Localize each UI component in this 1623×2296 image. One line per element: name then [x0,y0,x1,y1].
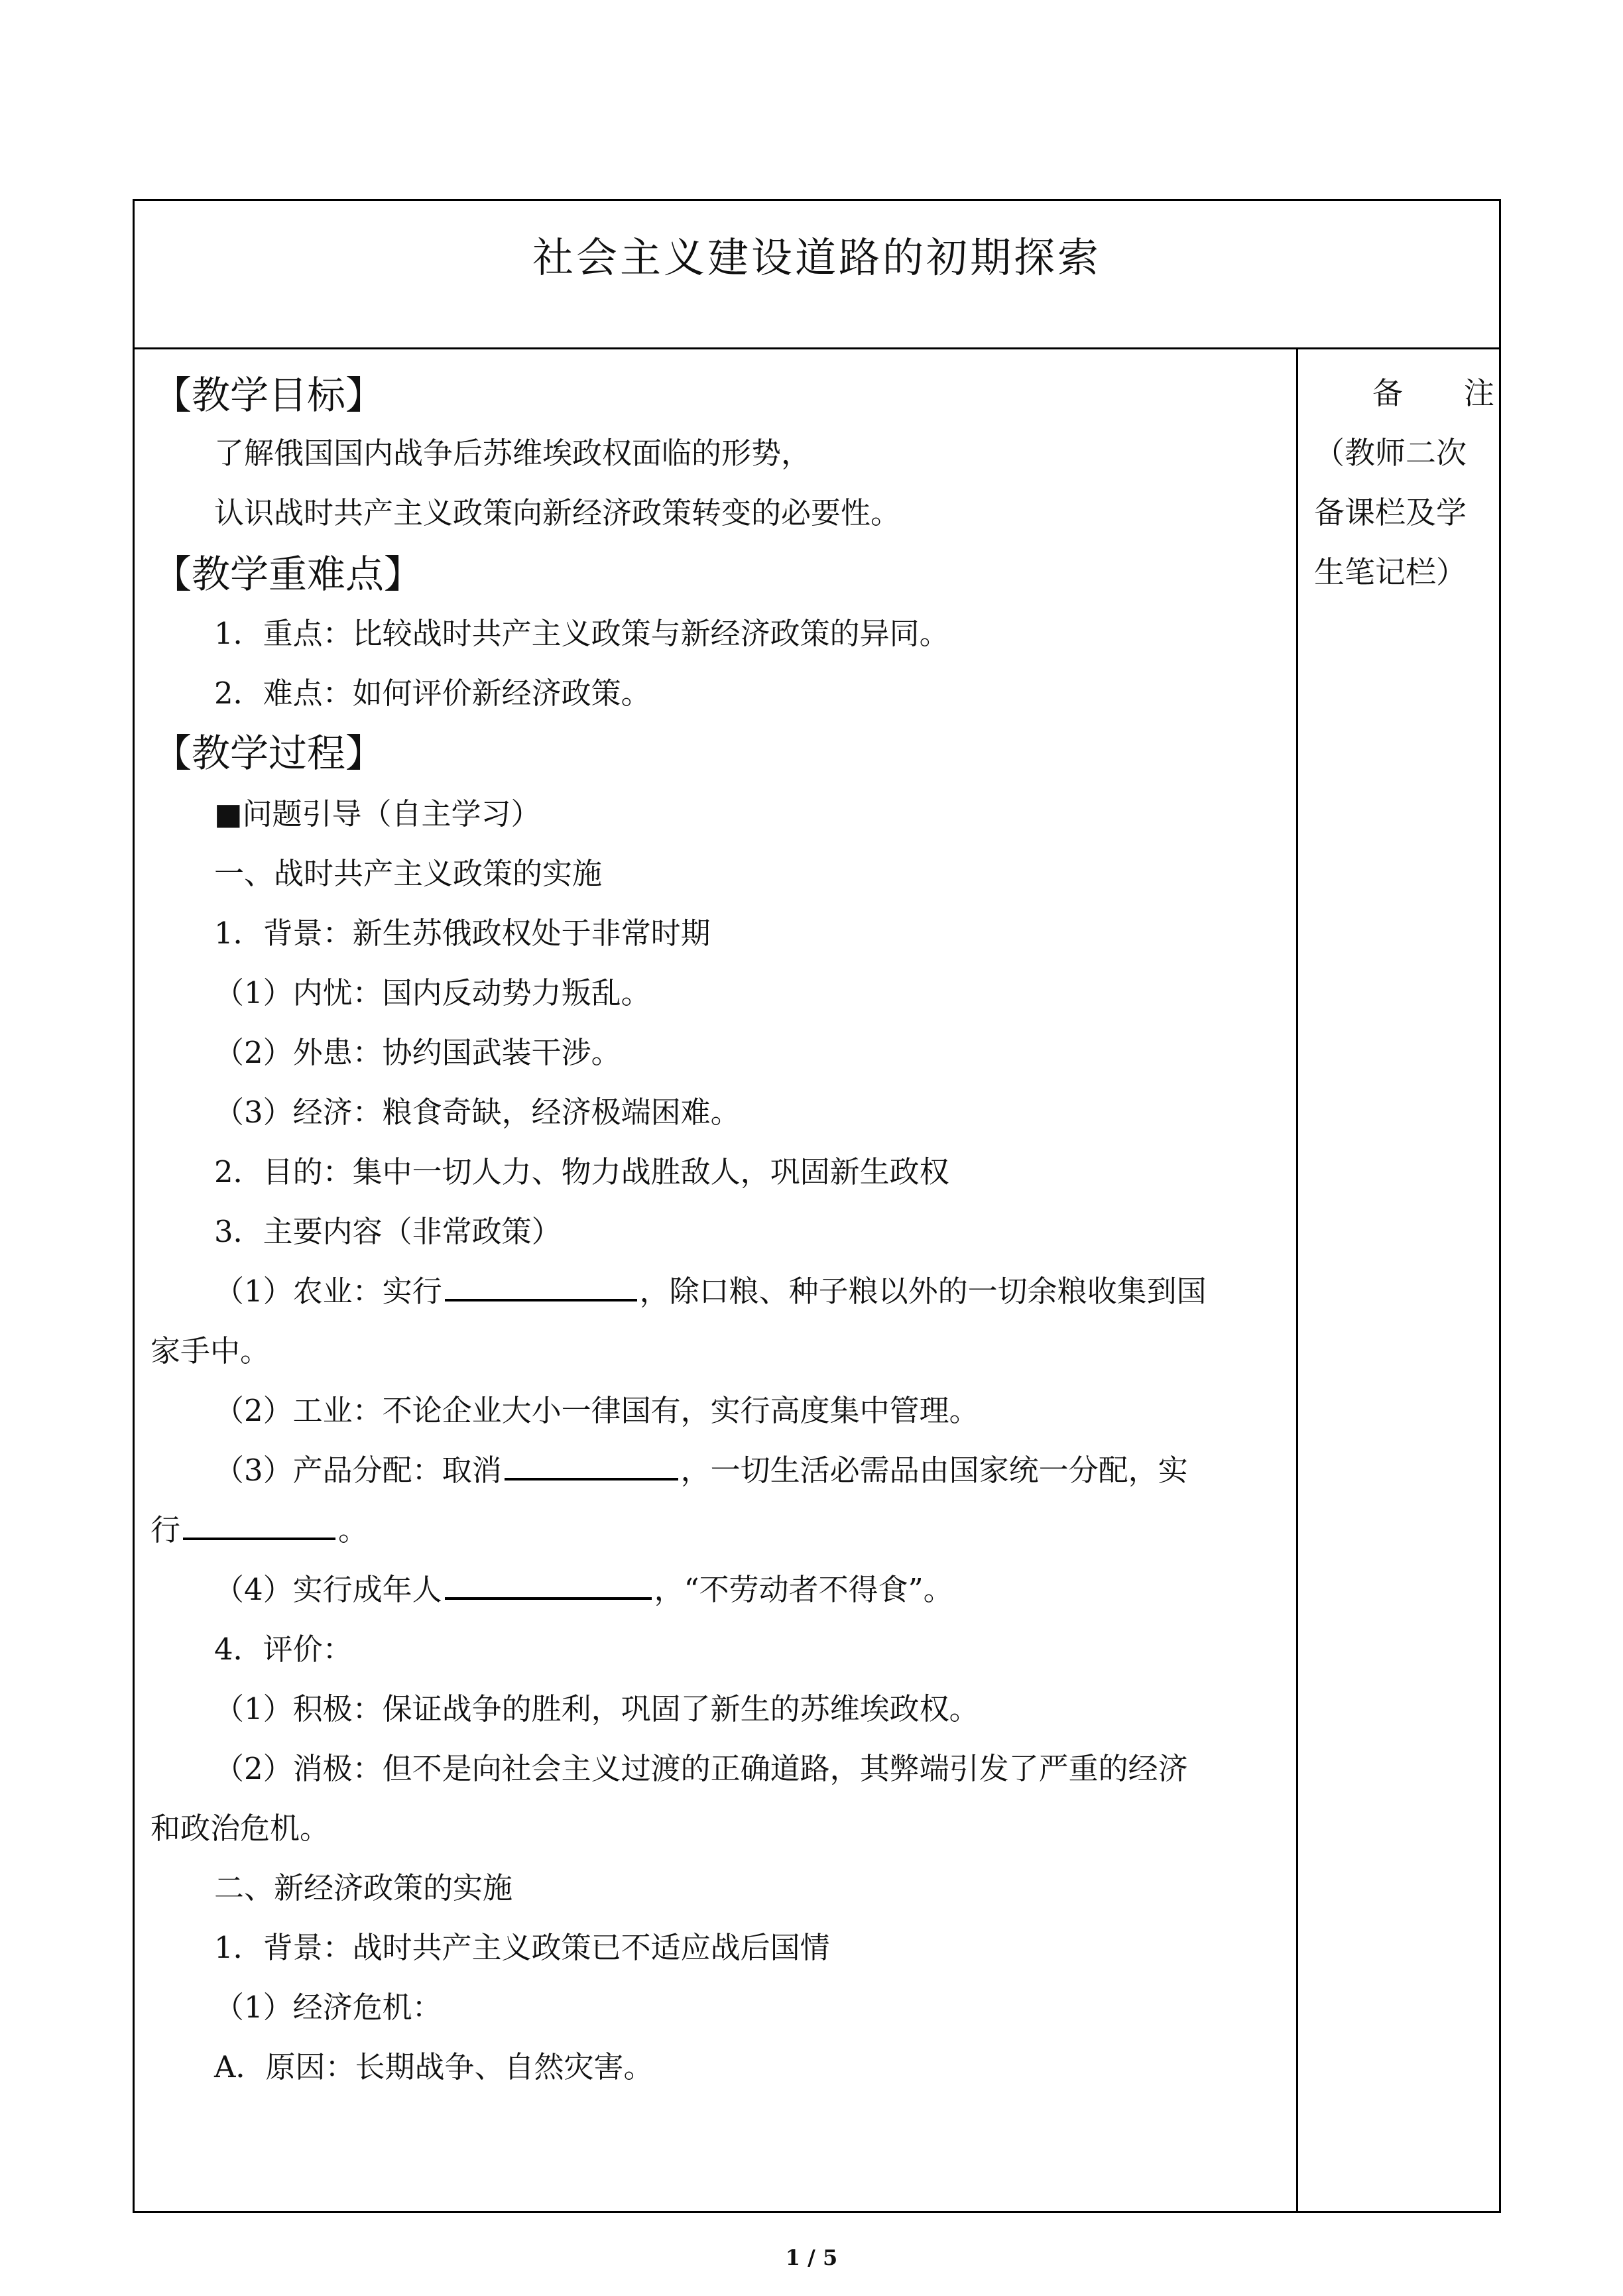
goal-line: 了解俄国国内战争后苏维埃政权面临的形势， [214,436,812,471]
goal-line: 认识战时共产主义政策向新经济政策转变的必要性。 [214,495,901,530]
notes-line-1: （教师二次 [1314,435,1467,471]
text-fragment: 。 [338,1512,369,1547]
answer-blank[interactable] [505,1449,678,1480]
text-fragment: ，除口粮、种子粮以外的一切余粮收集到国 [639,1274,1207,1309]
lesson-table [133,199,1501,2213]
text-line: （3）经济：粮食奇缺，经济极端困难。 [214,1095,741,1130]
part1-heading: 一、战时共产主义政策的实施 [214,856,603,891]
key-heading: 【教学重难点】 [153,552,423,597]
text-line: （2）外患：协约国武装干涉。 [214,1035,621,1070]
goals-heading: 【教学目标】 [153,373,385,418]
answer-blank[interactable] [445,1270,637,1301]
key-line: 2．难点：如何评价新经济政策。 [214,676,651,711]
text-fragment: （1）农业：实行 [214,1274,442,1309]
text-line: （2）消极：但不是向社会主义过渡的正确道路，其弊端引发了严重的经济 [214,1751,1188,1786]
answer-blank[interactable] [445,1568,652,1600]
fill-blank-line [150,1506,368,1549]
text-line: 1．背景：战时共产主义政策已不适应战后国情 [214,1930,830,1965]
text-line: 家手中。 [150,1333,270,1368]
page-number: 1 / 5 [785,2245,838,2270]
fill-blank-line [214,1565,953,1608]
text-line: 2．目的：集中一切人力、物力战胜敌人，巩固新生政权 [214,1154,949,1189]
guide-line: ■问题引导（自主学习） [214,796,541,831]
text-line: （1）积极：保证战争的胜利，巩固了新生的苏维埃政权。 [214,1691,979,1726]
text-line: 3．主要内容（非常政策） [214,1214,562,1249]
title-row [135,201,1499,349]
text-line: （1）经济危机： [214,1990,442,2025]
fill-blank-line [214,1446,1188,1489]
notes-line-3: 生笔记栏） [1314,554,1467,590]
text-fragment: ，一切生活必需品由国家统一分配，实 [680,1453,1188,1488]
process-heading: 【教学过程】 [153,731,385,776]
notes-line-2: 备课栏及学 [1314,495,1467,530]
text-line: 和政治危机。 [150,1811,330,1846]
text-fragment: ，“不劳动者不得食”。 [654,1572,953,1607]
part2-heading: 二、新经济政策的实施 [214,1870,513,1905]
text-fragment: （4）实行成年人 [214,1572,442,1607]
text-line: （2）工业：不论企业大小一律国有，实行高度集中管理。 [214,1393,979,1428]
notes-label: 备 注 [1372,375,1494,411]
text-fragment: 行 [150,1512,181,1547]
notes-column [1296,349,1501,2211]
key-line: 1．重点：比较战时共产主义政策与新经济政策的异同。 [214,616,949,651]
text-line: 4．评价： [214,1632,353,1667]
text-line: 1．背景：新生苏俄政权处于非常时期 [214,916,711,951]
fill-blank-line [214,1267,1207,1310]
answer-blank[interactable] [183,1508,335,1540]
page-title: 社会主义建设道路的初期探索 [532,233,1101,282]
text-line: （1）内忧：国内反动势力叛乱。 [214,975,651,1010]
text-fragment: （3）产品分配：取消 [214,1453,502,1488]
text-line: A．原因：长期战争、自然灾害。 [214,2049,654,2085]
